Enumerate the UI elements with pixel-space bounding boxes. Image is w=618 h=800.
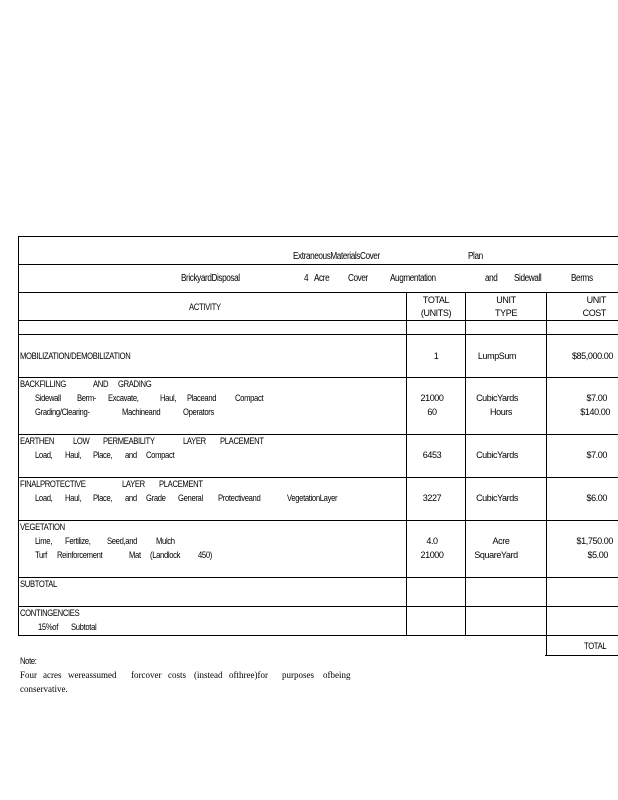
note-word: Four: [20, 670, 38, 680]
final-sub-word: Protectiveand: [218, 493, 261, 503]
total-box-bottom: [545, 655, 618, 656]
vegetation-sub1-word: Mulch: [156, 536, 175, 546]
header-total-line2: (UNITS): [420, 308, 452, 318]
title-line2-word: BrickyardDisposal: [181, 273, 240, 284]
vegetation-sub1-word: Lime,: [35, 536, 53, 546]
earthen-sub-word: and: [125, 450, 137, 460]
earthen-sub-word: Compact: [146, 450, 175, 460]
earthen-unit: CubicYards: [476, 450, 518, 460]
note-word: ofbeing: [323, 670, 351, 680]
earthen-heading-word: LOW: [73, 436, 90, 446]
note-line2: conservative.: [20, 684, 68, 694]
title-line2-word: Acre: [314, 273, 330, 284]
header-bottom-border: [18, 320, 618, 321]
final-sub-word: Haul,: [65, 493, 82, 503]
note-word: acres: [43, 670, 62, 680]
table-top-border: [18, 236, 618, 237]
final-sub-word: and: [125, 493, 137, 503]
note-word: costs: [168, 670, 186, 680]
earthen-qty: 6453: [422, 450, 442, 460]
vegetation-heading: VEGETATION: [20, 522, 65, 532]
backfilling-qty-1: 21000: [420, 393, 444, 403]
contingencies-sub-word: 15%of: [38, 622, 59, 632]
vegetation-sub1-word: Seed,and: [107, 536, 138, 546]
header-unit-cost-line1: UNIT: [586, 295, 606, 305]
title-line2-word: and: [485, 273, 498, 284]
earthen-cost: $7.00: [586, 450, 607, 460]
header-total-line1: TOTAL: [422, 295, 450, 305]
contingencies-label: CONTINGENCIES: [20, 608, 80, 618]
backfilling-cost-2: $140.00: [580, 407, 610, 417]
title-line1-part1: ExtraneousMaterialsCover: [293, 251, 380, 262]
vegetation-sub2-word: Reinforcement: [57, 550, 103, 560]
earthen-sub-word: Haul,: [65, 450, 82, 460]
mobilization-cost: $85,000.00: [571, 351, 613, 361]
earthen-heading-word: PERMEABILITY: [103, 436, 155, 446]
vegetation-cost-2: $5.00: [587, 550, 608, 560]
note-word: (instead: [194, 670, 223, 680]
backfilling-heading-word: GRADING: [118, 379, 152, 389]
backfilling-sub1-word: Excavate,: [108, 393, 139, 403]
backfilling-sub2-word: Grading/Clearing-: [35, 407, 90, 417]
mobilization-qty: 1: [433, 351, 439, 361]
contingencies-sub-word: Subtotal: [71, 622, 97, 632]
note-word: wereassumed: [68, 670, 117, 680]
col-divider-cost: [546, 292, 547, 655]
title-line2-word: Cover: [348, 273, 368, 284]
backfilling-sub1-word: Sidewall: [35, 393, 61, 403]
row-border: [18, 434, 618, 435]
mobilization-label: MOBILIZATION/DEMOBILIZATION: [20, 351, 131, 361]
header-unit-type-line2: TYPE: [495, 308, 517, 318]
earthen-sub-word: Load,: [35, 450, 53, 460]
final-sub-word: General: [178, 493, 203, 503]
final-unit: CubicYards: [476, 493, 518, 503]
subtotal-label: SUBTOTAL: [20, 579, 57, 589]
final-heading-word: PLACEMENT: [159, 479, 203, 489]
title-line1-part2: Plan: [468, 251, 483, 262]
backfilling-sub1-word: Compact: [235, 393, 264, 403]
earthen-heading-word: EARTHEN: [20, 436, 55, 446]
header-unit-type: [466, 294, 546, 320]
note-word: forcover: [131, 670, 162, 680]
vegetation-unit-1: Acre: [492, 536, 510, 546]
note-label: Note:: [20, 656, 37, 666]
title-line2-word: Berms: [571, 273, 593, 284]
row-border: [18, 520, 618, 521]
vegetation-qty-1: 4.0: [426, 536, 438, 546]
title-line2-word: Sidewall: [514, 273, 542, 284]
vegetation-cost-1: $1,750.00: [576, 536, 613, 546]
vegetation-sub2-word: Turf: [35, 550, 47, 560]
final-sub-word: Load,: [35, 493, 53, 503]
header-unit-cost: [547, 294, 606, 320]
backfilling-sub1-word: Berm-: [77, 393, 97, 403]
earthen-sub-word: Place,: [93, 450, 113, 460]
backfilling-qty-2: 60: [427, 407, 437, 417]
header-top-border: [18, 292, 618, 293]
header-total: [407, 294, 465, 320]
backfilling-sub1-word: Placeand: [187, 393, 217, 403]
row-border: [18, 377, 618, 378]
final-cost: $6.00: [586, 493, 607, 503]
backfilling-heading-word: AND: [93, 379, 109, 389]
header-unit-type-line1: UNIT: [496, 295, 516, 305]
total-label: TOTAL: [584, 641, 607, 651]
note-word: ofthree)for: [229, 670, 268, 680]
table-bottom-border: [18, 635, 618, 636]
col-divider-total: [406, 292, 407, 635]
vegetation-unit-2: SquareYard: [474, 550, 518, 560]
header-activity: ACTIVITY: [189, 302, 221, 312]
final-sub-word: VegetationLayer: [287, 493, 338, 503]
row-border: [18, 606, 618, 607]
mobilization-unit: LumpSum: [477, 351, 517, 361]
backfilling-cost-1: $7.00: [586, 393, 607, 403]
backfilling-unit-1: CubicYards: [476, 393, 518, 403]
col-divider-type: [465, 292, 466, 635]
vegetation-qty-2: 21000: [420, 550, 444, 560]
final-sub-word: Grade: [146, 493, 166, 503]
backfilling-sub2-word: Machineand: [122, 407, 161, 417]
backfilling-unit-2: Hours: [489, 407, 512, 417]
title-line2-word: Augmentation: [390, 273, 436, 284]
row-border: [18, 477, 618, 478]
vegetation-sub1-word: Fertilize,: [65, 536, 91, 546]
earthen-heading-word: LAYER: [183, 436, 206, 446]
vegetation-sub2-word: (Landlock: [150, 550, 181, 560]
earthen-heading-word: PLACEMENT: [220, 436, 264, 446]
vegetation-sub2-word: 450): [198, 550, 212, 560]
note-word: purposes: [282, 670, 314, 680]
title-line2-word: 4: [304, 273, 309, 284]
final-sub-word: Place,: [93, 493, 113, 503]
spacer-row-border: [18, 334, 618, 335]
backfilling-sub1-word: Haul,: [160, 393, 177, 403]
table-left-border: [18, 236, 19, 635]
header-unit-cost-line2: COST: [582, 308, 606, 318]
backfilling-heading-word: BACKFILLING: [20, 379, 67, 389]
title-divider: [18, 264, 618, 265]
row-border: [18, 577, 618, 578]
backfilling-sub2-word: Operators: [183, 407, 214, 417]
vegetation-sub2-word: Mat: [129, 550, 141, 560]
final-heading-word: FINALPROTECTIVE: [20, 479, 86, 489]
final-qty: 3227: [422, 493, 442, 503]
final-heading-word: LAYER: [122, 479, 145, 489]
